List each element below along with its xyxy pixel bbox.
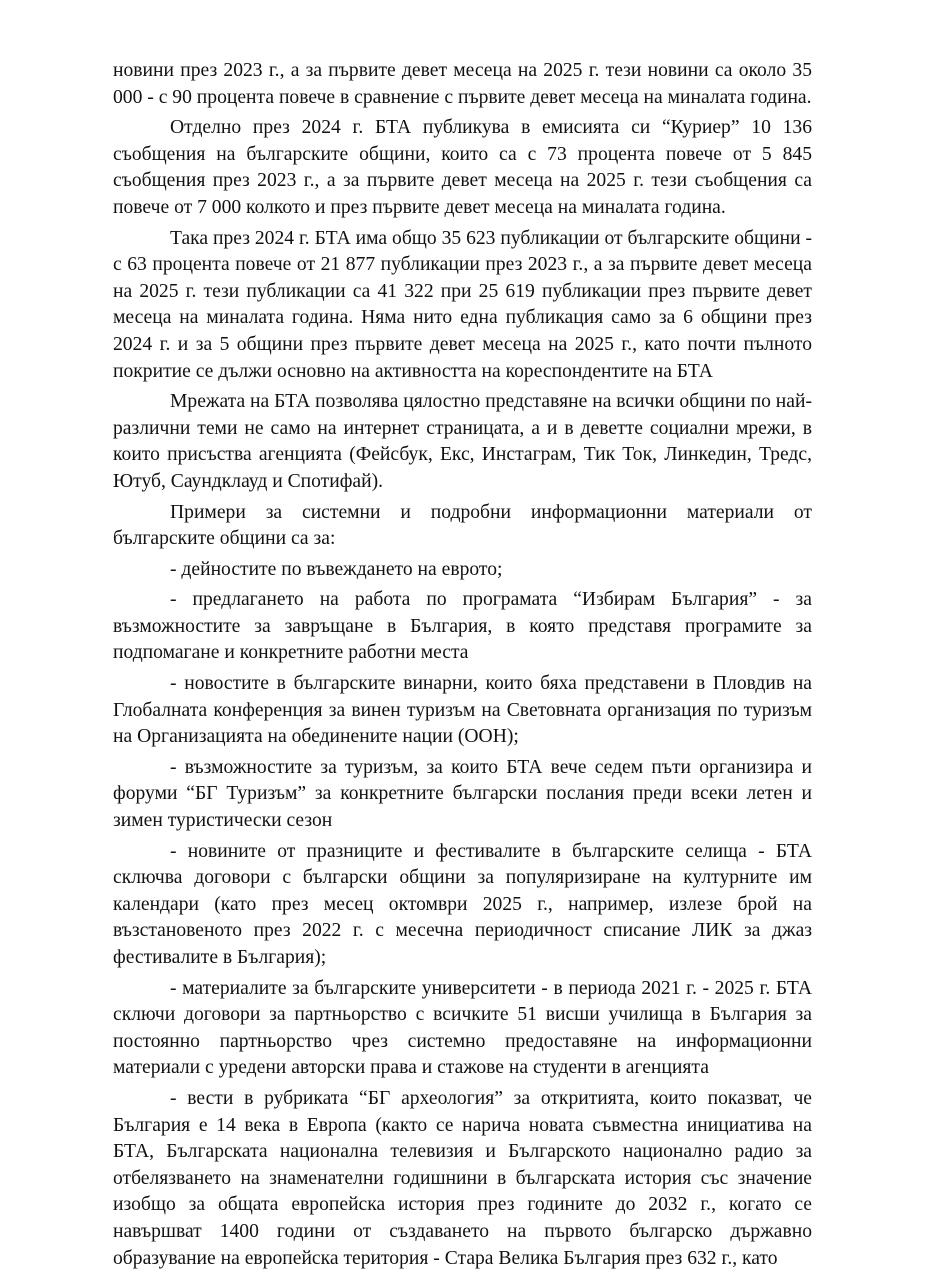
list-item-wineries: - новостите в българските винарни, които бяха представени в Пловдив на Глобалната конференция за винен туризъм на Световната организация по туризъм на Организацията на обединените нации (ООН);: [113, 673, 812, 748]
list-item-tourism: - възможностите за туризъм, за които БТА вече седем пъти организира и форуми “БГ Туризъм” за конкретните български послания преди всеки летен и зимен туристически сезон: [113, 756, 812, 832]
list-item-universities: - материалите за българските университети - в периода 2021 г. - 2025 г. БТА сключи договори за партньорство с всичките 51 висши училища в България за постоянно партньорство чрез системно предоставяне на информационни материали с уредени авторски права и стажове на студенти в агенцията: [113, 977, 812, 1079]
list-item-choose-bulgaria: - предлагането на работа по програмата “Избирам България” - за възможностите за завръщане в България, в която представя програмите за подпомагане и конкретните работни места: [113, 589, 812, 664]
list-item-archaeology: - вести в рубриката “БГ археология” за откритията, които показват, че България е 14 века в Европа (както се нарича новата съвместна инициатива на БТА, Българската национална телевизия и Българското национално радио за отбелязването на знаменателни годишнини в българската история със значение изобщо за общата европейска история през годините до 2032 г., когато се навършват 1400 години от създаването на първото българско държавно образувание на европейска територия - Стара Велика България през 632 г., като: [113, 1087, 812, 1269]
list-item-euro: - дейностите по въвеждането на еврото;: [170, 558, 503, 580]
paragraph-kurier-messages: Отделно през 2024 г. БТА публикува в емисията си “Куриер” 10 136 съобщения на българските общини, които са с 73 процента повече от 5 845 съобщения през 2023 г., а за първите девет месеца на 2025 г. тези съобщения са повече от 7 000 колкото и през първите девет месеца на миналата година.: [113, 117, 812, 218]
list-item-festivals: - новините от празниците и фестивалите в българските селища - БТА сключва договори с български общини за популяризиране на културните им календари (като през месец октомври 2025 г., например, излезе брой на възстановеното през 2022 г. с месечна периодичност списание ЛИК за джаз фестивалите в България);: [113, 840, 812, 968]
paragraph-examples-intro: Примери за системни и подробни информационни материали от българските общини са за:: [113, 501, 812, 550]
paragraph-social-networks: Мрежата на БТА позволява цялостно представяне на всички общини по най-различни теми не само на интернет страницата, а и в деветте социални мрежи, в които присъства агенцията (Фейсбук, Екс, Инстаграм, Тик Ток, Линкедин, Тредс, Ютуб, Саундклауд и Спотифай).: [113, 391, 812, 492]
paragraph-intro-continuation: новини през 2023 г., а за първите девет месеца на 2025 г. тези новини са около 35 000 - с 90 процента повече в сравнение с първите девет месеца на миналата година.: [113, 60, 812, 108]
paragraph-total-publications: Така през 2024 г. БТА има общо 35 623 публикации от българските общини - с 63 процента повече от 21 877 публикации през 2023 г., а за първите девет месеца на 2025 г. тези публикации са 41 322 при 25 619 публикации през първите девет месеца на миналата година. Няма нито една публикация само за 6 общини през 2024 г. и за 5 общини през първите девет месеца на 2025 г., като почти пълното покритие се дължи основно на активността на кореспондентите на БТА: [113, 227, 812, 382]
